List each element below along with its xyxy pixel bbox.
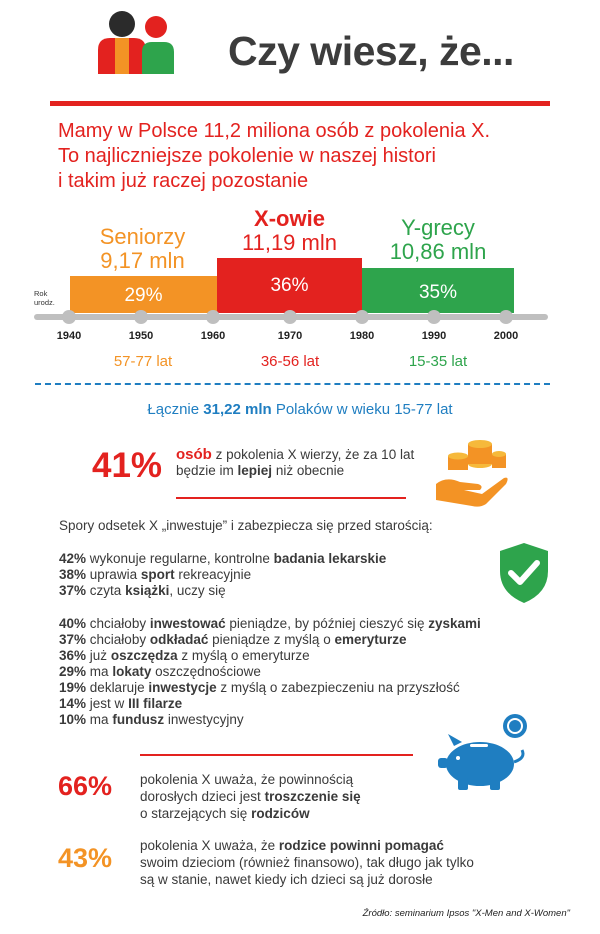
- stat-43-value: 43%: [58, 843, 113, 873]
- year-label: 1940: [56, 330, 82, 342]
- list-item: 38% uprawia sport rekreacyjnie: [59, 567, 252, 582]
- title-divider: [50, 101, 550, 106]
- ygrecy-label: Y-grecy 10,86 mln: [389, 215, 487, 264]
- intro-text: Spory odsetek X „inwestuje” i zabezpiecza się przed starością:: [59, 518, 433, 533]
- stat-41-value: 41%: [92, 446, 163, 485]
- tick-1940: [62, 310, 76, 324]
- stat-41-underline: [176, 497, 406, 499]
- list-item: 40% chciałoby inwestować pieniądze, by później cieszyć się zyskami: [59, 616, 481, 631]
- section-underline: [140, 754, 413, 756]
- year-label: 1970: [277, 330, 303, 342]
- tick-1950: [134, 310, 148, 324]
- stat-41-text: osób z pokolenia X wierzy, że za 10 lat będzie im lepiej niż obecnie: [176, 446, 415, 478]
- stat-43-text: pokolenia X uważa, że rodzice powinni pomagać swoim dzieciom (również finansowo), tak długo jak tylko są w stanie, nawet kiedy ich dzieci są już dorosłe: [140, 838, 474, 887]
- piggy-bank-icon: [436, 712, 536, 792]
- year-label: 1950: [128, 330, 154, 342]
- ygrecy-ages: 15-35 lat: [408, 353, 468, 370]
- page-title: Czy wiesz, że...: [228, 28, 514, 74]
- list-item: 10% ma fundusz inwestycyjny: [59, 712, 244, 727]
- list-item: 36% już oszczędza z myślą o emeryturze: [59, 648, 310, 663]
- timeline-label: Rok urodz.: [34, 289, 55, 307]
- tick-1990: [427, 310, 441, 324]
- xowie-bar: 36%: [217, 258, 362, 313]
- list-item: 14% jest w III filarze: [59, 696, 183, 711]
- source-note: Źródło: seminarium Ipsos "X-Men and X-Women": [362, 908, 570, 919]
- stat-66-text: pokolenia X uważa, że powinnością dorosłych dzieci jest troszczenie się o starzejących się rodziców: [140, 772, 361, 821]
- list-item: 37% chciałoby odkładać pieniądze z myślą o emeryturze: [59, 632, 407, 647]
- headline: Mamy w Polsce 11,2 miliona osób z pokolenia X. To najliczniejsze pokolenie w naszej histori i takim już raczej pozostanie: [58, 120, 491, 192]
- stat-66-value: 66%: [58, 771, 113, 801]
- list-item: 42% wykonuje regularne, kontrolne badania lekarskie: [59, 551, 387, 566]
- xowie-ages: 36-56 lat: [260, 353, 320, 370]
- total-summary: Łącznie 31,22 mln Polaków w wieku 15-77 lat: [147, 401, 453, 418]
- list-item: 37% czyta książki, uczy się: [59, 583, 226, 598]
- section-divider: [35, 383, 550, 385]
- hand-coins-icon: [434, 440, 510, 510]
- seniorzy-ages: 57-77 lat: [113, 353, 173, 370]
- list-item: 29% ma lokaty oszczędnościowe: [59, 664, 261, 679]
- xowie-label: X-owie 11,19 mln: [242, 206, 337, 255]
- seniorzy-bar: 29%: [70, 276, 217, 313]
- year-label: 2000: [493, 330, 519, 342]
- finance-list: [59, 616, 481, 728]
- health-list: [59, 551, 386, 599]
- year-label: 1980: [349, 330, 375, 342]
- tick-2000: [499, 310, 513, 324]
- tick-1960: [206, 310, 220, 324]
- tick-1970: [283, 310, 297, 324]
- shield-check-icon: [496, 541, 552, 605]
- year-label: 1960: [200, 330, 226, 342]
- tick-1980: [355, 310, 369, 324]
- seniorzy-label: Seniorzy 9,17 mln: [99, 224, 186, 273]
- list-item: 19% deklaruje inwestycje z myślą o zabezpieczeniu na przyszłość: [59, 680, 460, 695]
- people-icon: [92, 8, 180, 74]
- ygrecy-bar: 35%: [362, 268, 514, 313]
- year-label: 1990: [421, 330, 447, 342]
